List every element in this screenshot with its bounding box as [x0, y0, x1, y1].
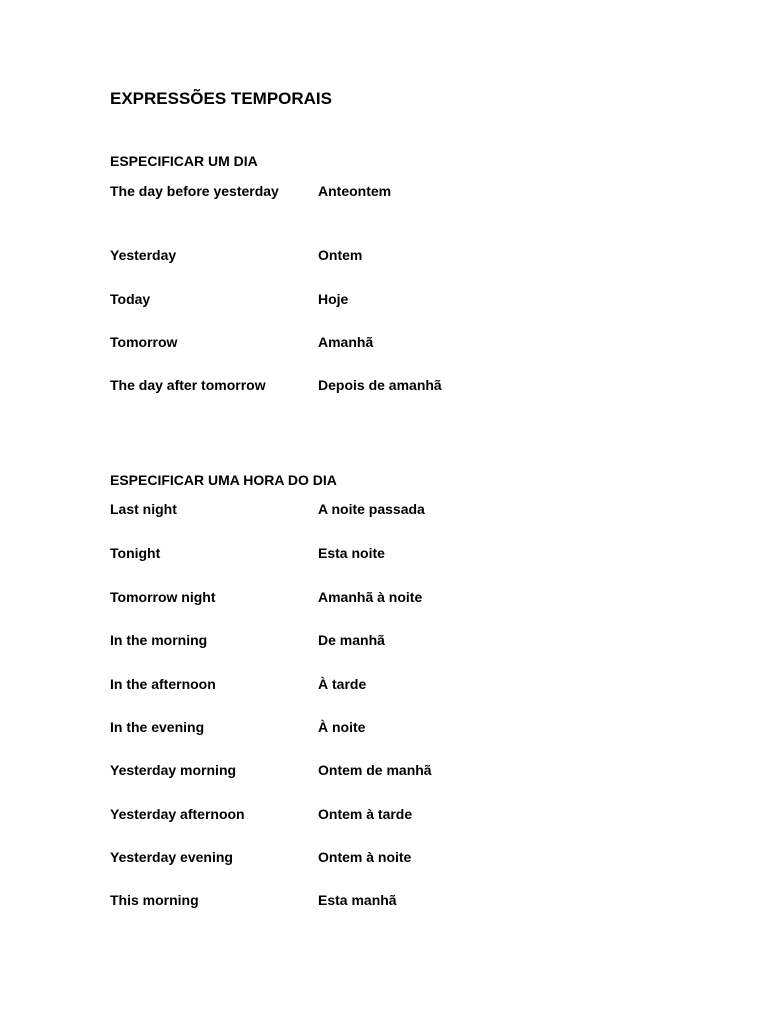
term-english: The day after tomorrow — [110, 377, 266, 393]
term-portuguese: Anteontem — [318, 183, 392, 199]
term-portuguese: Ontem — [318, 247, 363, 263]
term-portuguese: À tarde — [318, 676, 367, 692]
section-heading-day: ESPECIFICAR UM DIA — [110, 153, 258, 169]
term-english: Yesterday morning — [110, 762, 237, 778]
term-portuguese: Ontem de manhã — [318, 762, 432, 778]
term-english: Tomorrow night — [110, 589, 216, 605]
term-english: This morning — [110, 892, 199, 908]
term-english: Tonight — [110, 545, 161, 561]
term-english: Tomorrow — [110, 334, 178, 350]
page-title: EXPRESSÕES TEMPORAIS — [110, 89, 332, 108]
term-portuguese: Ontem à noite — [318, 849, 412, 865]
term-portuguese: Amanhã — [318, 334, 374, 350]
section-heading-time-of-day: ESPECIFICAR UMA HORA DO DIA — [110, 472, 337, 488]
term-english: Last night — [110, 501, 177, 517]
term-english: Yesterday — [110, 247, 177, 263]
term-portuguese: À noite — [318, 719, 366, 735]
term-english: In the afternoon — [110, 676, 216, 692]
term-english: The day before yesterday — [110, 183, 279, 199]
term-english: In the morning — [110, 632, 208, 648]
term-portuguese: De manhã — [318, 632, 385, 648]
term-english: Today — [110, 291, 151, 307]
term-portuguese: Hoje — [318, 291, 349, 307]
term-portuguese: A noite passada — [318, 501, 425, 517]
term-english: In the evening — [110, 719, 205, 735]
term-portuguese: Esta noite — [318, 545, 385, 561]
term-portuguese: Ontem à tarde — [318, 806, 413, 822]
term-portuguese: Amanhã à noite — [318, 589, 423, 605]
term-portuguese: Esta manhã — [318, 892, 397, 908]
term-english: Yesterday afternoon — [110, 806, 245, 822]
term-english: Yesterday evening — [110, 849, 233, 865]
term-portuguese: Depois de amanhã — [318, 377, 442, 393]
